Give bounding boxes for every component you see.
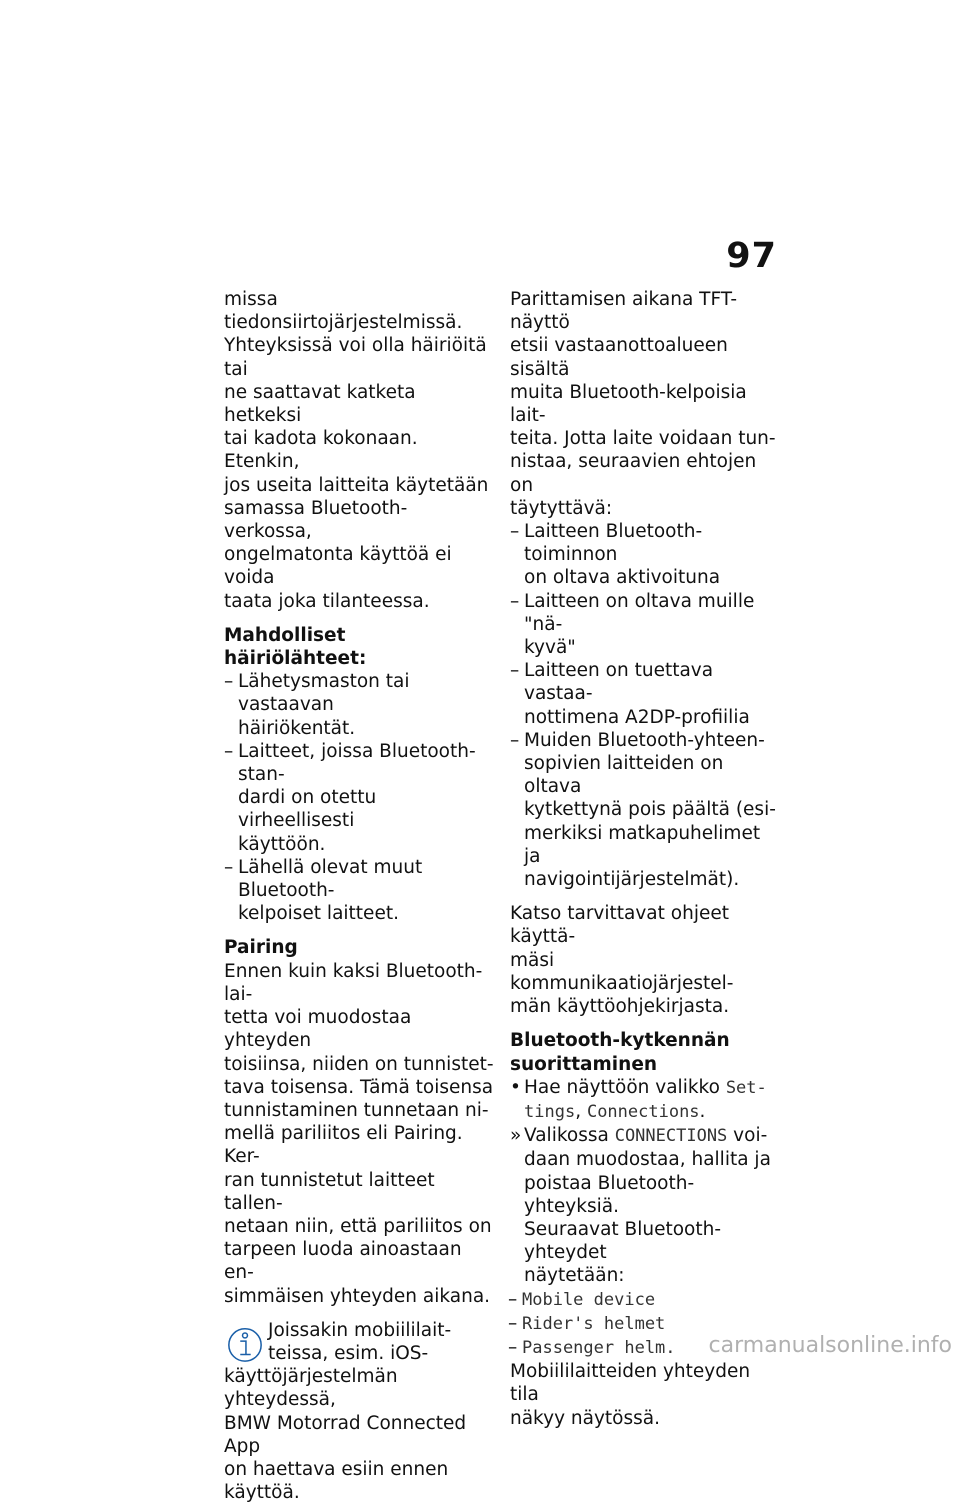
text-line: samassa Bluetooth-verkossa, xyxy=(224,497,408,543)
intro-paragraph xyxy=(224,288,494,613)
interference-heading: Mahdolliset häiriölähteet: xyxy=(224,624,367,670)
text-line: – Laitteet, joissa Bluetooth-stan- xyxy=(238,740,476,786)
text-line: tarpeen luoda ainoastaan en- xyxy=(224,1239,462,1284)
text-line: Parittamisen aikana TFT-näyttö xyxy=(510,289,738,334)
text-line: – Lähellä olevat muut Bluetooth- xyxy=(238,856,423,902)
text-line: dardi on otettu virheellisesti xyxy=(238,787,377,832)
connect-heading: suorittaminen xyxy=(510,1053,658,1075)
steps-list xyxy=(510,1076,780,1288)
text-line: tetta voi muodostaa yhteyden xyxy=(224,1007,412,1052)
interference-list xyxy=(224,670,494,925)
text-line xyxy=(524,1100,780,1124)
text-line: teita. Jotta laite voidaan tun- xyxy=(510,428,776,450)
manual-paragraph xyxy=(510,902,780,1018)
menu-code: CONNECTIONS xyxy=(614,1126,728,1147)
text-line: toisiinsa, niiden on tunnistet- xyxy=(224,1053,494,1075)
menu-code: Rider's helmet xyxy=(522,1313,666,1334)
text-line: kytkettynä pois päältä (esi- xyxy=(524,799,776,821)
text-line: missa tiedonsiirtojärjestelmissä. xyxy=(224,289,463,334)
left-column xyxy=(224,288,494,1504)
menu-code: Mobile device xyxy=(522,1289,656,1310)
text-line: tava toisensa. Tämä toisensa xyxy=(224,1076,494,1098)
step-item xyxy=(510,1124,780,1287)
pairing-paragraph xyxy=(224,960,494,1308)
text-line: mäsi kommunikaatiojärjestel- xyxy=(510,949,734,994)
right-column xyxy=(510,288,780,1430)
connect-heading: Bluetooth-kytkennän xyxy=(510,1030,730,1052)
menu-code: tings xyxy=(524,1101,576,1122)
text-line: navigointijärjestelmät). xyxy=(524,869,740,891)
text-line: täytyttävä: xyxy=(510,497,613,519)
text-line: mellä pariliitos eli Pairing. Ker- xyxy=(224,1123,463,1168)
text-line: netaan niin, että pariliitos on xyxy=(224,1215,492,1237)
text-line: jos useita laitteita käytetään xyxy=(224,474,489,496)
text-line: teissa, esim. iOS- xyxy=(268,1342,429,1364)
text-line: kelpoiset laitteet. xyxy=(238,903,399,925)
text-line: nistaa, seuraavien ehtojen on xyxy=(510,451,757,496)
pairing-intro xyxy=(510,288,780,520)
text-line: käyttöjärjestelmän yhteydessä, xyxy=(224,1366,398,1411)
text-line: daan muodostaa, hallita ja xyxy=(524,1149,771,1171)
text-line: män käyttöohjekirjasta. xyxy=(510,996,730,1018)
text-line: etsii vastaanottoalueen sisältä xyxy=(510,335,728,380)
text-line xyxy=(524,1076,780,1100)
step-text: Hae näyttöön valikko xyxy=(524,1076,726,1098)
list-item xyxy=(510,729,780,891)
text-line: käyttöä. xyxy=(224,1482,300,1504)
step-text: voi- xyxy=(727,1125,768,1147)
list-item xyxy=(510,590,780,660)
step-item xyxy=(510,1076,780,1124)
text-line: Seuraavat Bluetooth-yhteydet xyxy=(524,1218,722,1264)
text-line: merkiksi matkapuhelimet ja xyxy=(524,822,761,867)
text-line: taata joka tilanteessa. xyxy=(224,590,430,612)
text-line: – Lähetysmaston tai vastaavan xyxy=(238,671,410,716)
text-line: tai kadota kokonaan. Etenkin, xyxy=(224,428,418,473)
conditions-list xyxy=(510,520,780,891)
text-line: poistaa Bluetooth-yhteyksiä. xyxy=(524,1172,695,1217)
text-line: BMW Motorrad Connected App xyxy=(224,1412,467,1457)
text-line: on oltava aktivoituna xyxy=(524,567,721,589)
text-line xyxy=(524,1124,780,1148)
text-line: käyttöön. xyxy=(238,833,326,855)
period: . xyxy=(699,1100,706,1122)
text-line: näytetään: xyxy=(524,1265,625,1287)
text-line: muita Bluetooth-kelpoisia lait- xyxy=(510,381,747,427)
text-line: – Laitteen on tuettava vastaa- xyxy=(524,660,714,705)
text-line: ongelmatonta käyttöä ei voida xyxy=(224,544,452,589)
text-line: ne saattavat katketa hetkeksi xyxy=(224,381,416,427)
text-line: tunnistaminen tunnetaan ni- xyxy=(224,1099,489,1121)
text-line: simmäisen yhteyden aikana. xyxy=(224,1285,491,1307)
text-line: kyvä" xyxy=(524,637,576,659)
list-item xyxy=(510,659,780,729)
list-item xyxy=(224,740,494,856)
text-line: Yhteyksissä voi olla häiriöitä tai xyxy=(224,335,487,380)
text-line: Ennen kuin kaksi Bluetooth-lai- xyxy=(224,960,483,1005)
menu-code: Set- xyxy=(725,1077,767,1098)
text-line: Joissakin mobiililait- xyxy=(268,1319,452,1341)
text-line: sopivien laitteiden on oltava xyxy=(524,753,724,798)
text-line: on haettava esiin ennen xyxy=(224,1458,449,1480)
text-line: Katso tarvittavat ohjeet käyttä- xyxy=(510,903,729,948)
text-line: – Laitteen Bluetooth-toiminnon xyxy=(524,521,703,566)
info-note xyxy=(224,1319,494,1504)
text-line: – Muiden Bluetooth-yhteen- xyxy=(524,729,765,751)
text-line: häiriökentät. xyxy=(238,717,356,739)
text-line: – Laitteen on oltava muille "nä- xyxy=(524,590,755,635)
list-item xyxy=(508,1288,780,1312)
info-icon xyxy=(226,1325,264,1363)
page-number: 97 xyxy=(726,236,777,276)
text-line: nottimena A2DP-profiilia xyxy=(524,706,750,728)
list-item xyxy=(224,670,494,740)
list-item xyxy=(510,520,780,590)
status-paragraph xyxy=(510,1360,780,1430)
text-line: näkyy näytössä. xyxy=(510,1407,660,1429)
step-text: Valikossa xyxy=(524,1125,615,1147)
menu-code: Connections xyxy=(586,1101,700,1122)
watermark: carmanualsonline.info xyxy=(708,1333,952,1358)
pairing-heading: Pairing xyxy=(224,937,298,959)
text-line: ran tunnistetut laitteet tallen- xyxy=(224,1169,435,1214)
menu-code: Passenger helm. xyxy=(522,1337,676,1358)
text-line: Mobiililaitteiden yhteyden tila xyxy=(510,1361,751,1406)
list-item xyxy=(224,856,494,926)
separator: , xyxy=(575,1100,587,1122)
